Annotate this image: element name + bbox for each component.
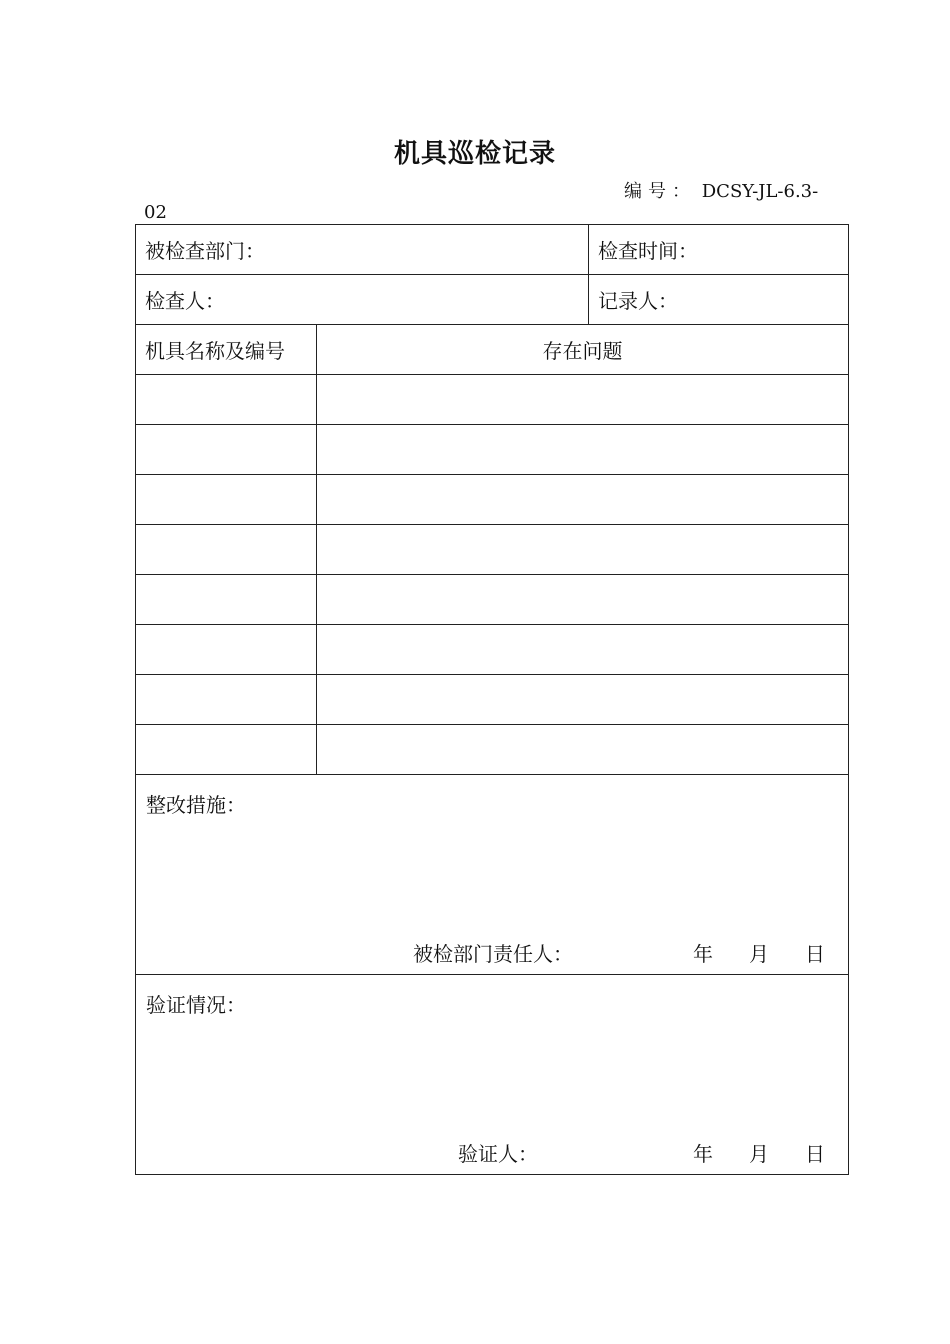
table-row xyxy=(136,425,849,475)
rectification-row xyxy=(136,775,849,975)
document-number-continuation: 02 xyxy=(144,202,167,223)
problem-cell[interactable] xyxy=(317,475,849,525)
table-row xyxy=(136,575,849,625)
inspector-field[interactable] xyxy=(136,275,589,325)
table-row xyxy=(136,475,849,525)
problem-cell[interactable] xyxy=(317,625,849,675)
verification-year-label: 年 xyxy=(693,1142,713,1166)
problem-column-header: 存在问题 xyxy=(317,325,849,375)
rectification-label: 整改措施： xyxy=(146,793,246,817)
verification-month-label: 月 xyxy=(749,1142,769,1166)
tool-name-cell[interactable] xyxy=(136,725,317,775)
inspection-time-label: 检查时间： xyxy=(598,239,698,263)
problem-cell[interactable] xyxy=(317,725,849,775)
recorder-label: 记录人： xyxy=(598,289,678,313)
tool-name-cell[interactable] xyxy=(136,675,317,725)
inspector-label: 检查人： xyxy=(145,289,225,313)
inspection-record-table xyxy=(135,224,849,1175)
responsible-person-label: 被检部门责任人： xyxy=(413,942,573,966)
header-row-2 xyxy=(136,275,849,325)
tool-name-cell[interactable] xyxy=(136,375,317,425)
header-row-1 xyxy=(136,225,849,275)
tool-name-cell[interactable] xyxy=(136,625,317,675)
tool-name-cell[interactable] xyxy=(136,475,317,525)
verifier-label: 验证人： xyxy=(458,1142,538,1166)
table-row xyxy=(136,375,849,425)
verification-day-label: 日 xyxy=(805,1142,825,1166)
verification-field[interactable] xyxy=(136,975,849,1175)
rectification-month-label: 月 xyxy=(749,942,769,966)
verification-label: 验证情况： xyxy=(146,993,246,1017)
tool-name-cell[interactable] xyxy=(136,525,317,575)
inspection-time-field[interactable] xyxy=(589,225,849,275)
verification-row xyxy=(136,975,849,1175)
problem-cell[interactable] xyxy=(317,675,849,725)
table-row xyxy=(136,675,849,725)
tool-name-cell[interactable] xyxy=(136,575,317,625)
rectification-year-label: 年 xyxy=(693,942,713,966)
document-number-label: 编号： xyxy=(624,181,696,202)
rectification-day-label: 日 xyxy=(805,942,825,966)
table-row xyxy=(136,625,849,675)
recorder-field[interactable] xyxy=(589,275,849,325)
document-number xyxy=(624,177,818,203)
inspected-department-field[interactable] xyxy=(136,225,589,275)
inspected-department-label: 被检查部门： xyxy=(145,239,265,263)
table-row xyxy=(136,525,849,575)
rectification-field[interactable] xyxy=(136,775,849,975)
problem-cell[interactable] xyxy=(317,425,849,475)
column-header-row xyxy=(136,325,849,375)
problem-cell[interactable] xyxy=(317,375,849,425)
tool-name-column-header: 机具名称及编号 xyxy=(136,325,317,375)
problem-cell[interactable] xyxy=(317,525,849,575)
page-title: 机具巡检记录 xyxy=(393,139,556,169)
problem-cell[interactable] xyxy=(317,575,849,625)
table-row xyxy=(136,725,849,775)
tool-name-cell[interactable] xyxy=(136,425,317,475)
document-number-value: DCSY-JL-6.3- xyxy=(701,181,819,202)
